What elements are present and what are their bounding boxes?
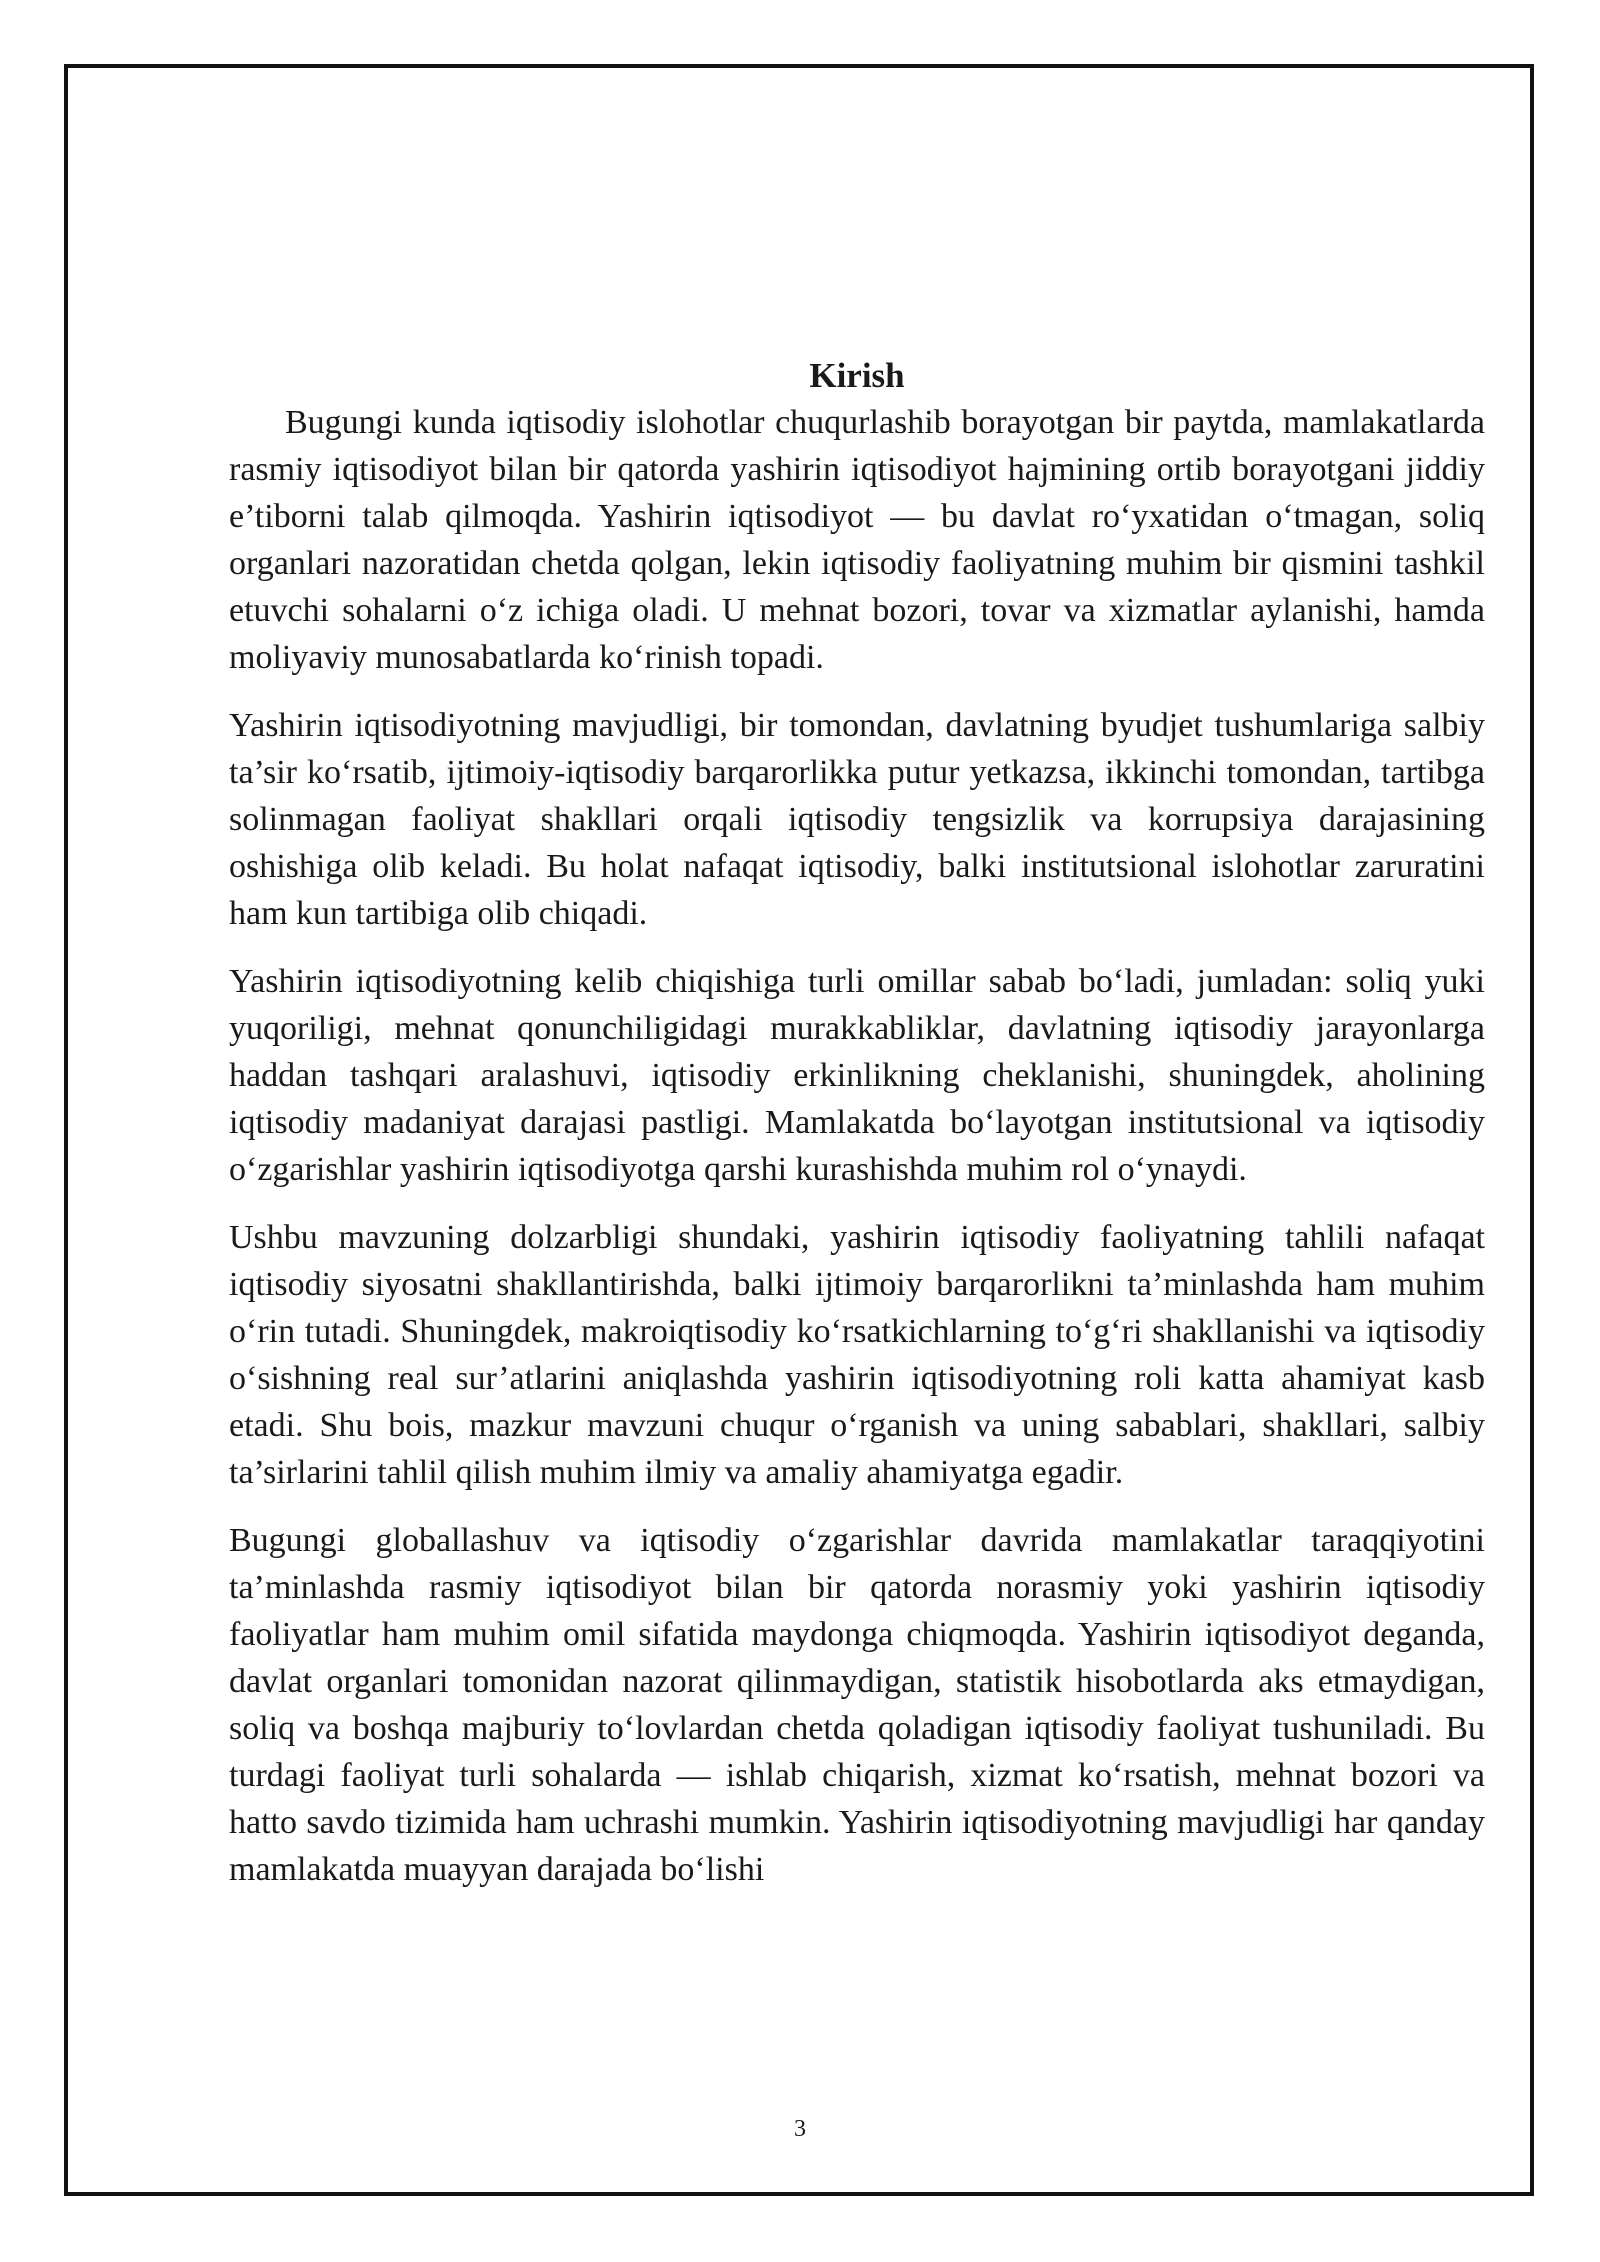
paragraph-4: Ushbu mavzuning dolzarbligi shundaki, yashirin iqtisodiy faoliyatning tahlili nafaqat iqtisodiy siyosatni shakllantirishda, balki ijtimoiy barqarorlikni ta’minlashda ham muhim o‘rin tutadi. Shuningdek, makroiqtisodiy ko‘rsatkichlarning to‘g‘ri shakllanishi va iqtisodiy o‘sishning real sur’atlarini aniqlashda yashirin iqtisodiyotning roli katta ahamiyat kasb etadi. Shu bois, mazkur mavzuni chuqur o‘rganish va uning sabablari, shakllari, salbiy ta’sirlarini tahlil qilish muhim ilmiy va amaliy ahamiyatga egadir. (229, 1219, 1485, 1491)
section-title: Kirish (809, 356, 905, 395)
paragraph-5: Bugungi globallashuv va iqtisodiy o‘zgarishlar davrida mamlakatlar taraqqiyotini ta’minlashda rasmiy iqtisodiyot bilan bir qatorda norasmiy yoki yashirin iqtisodiy faoliyatlar ham muhim omil sifatida maydonga chiqmoqda. Yashirin iqtisodiyot deganda, davlat organlari tomonidan nazorat qilinmaydigan, statistik hisobotlarda aks etmaydigan, soliq va boshqa majburiy to‘lovlardan chetda qoladigan iqtisodiy faoliyat tushuniladi. Bu turdagi faoliyat turli sohalarda — ishlab chiqarish, xizmat ko‘rsatish, mehnat bozori va hatto savdo tizimida ham uchrashi mumkin. Yashirin iqtisodiyotning mavjudligi har qanday mamlakatda muayyan darajada bo‘lishi (229, 1522, 1485, 1888)
document-body (229, 352, 1485, 1914)
paragraph-2: Yashirin iqtisodiyotning mavjudligi, bir tomondan, davlatning byudjet tushumlariga salbiy ta’sir ko‘rsatib, ijtimoiy-iqtisodiy barqarorlikka putur yetkazsa, ikkinchi tomondan, tartibga solinmagan faoliyat shakllari orqali iqtisodiy tengsizlik va korrupsiya darajasining oshishiga olib keladi. Bu holat nafaqat iqtisodiy, balki institutsional islohotlar zaruratini ham kun tartibiga olib chiqadi. (229, 707, 1485, 932)
page-number: 3 (794, 2116, 806, 2142)
paragraph-3: Yashirin iqtisodiyotning kelib chiqishiga turli omillar sabab bo‘ladi, jumladan: soliq yuki yuqoriligi, mehnat qonunchiligidagi murakkabliklar, davlatning iqtisodiy jarayonlarga haddan tashqari aralashuvi, iqtisodiy erkinlikning cheklanishi, shuningdek, aholining iqtisodiy madaniyat darajasi pastligi. Mamlakatda bo‘layotgan institutsional va iqtisodiy o‘zgarishlar yashirin iqtisodiyotga qarshi kurashishda muhim rol o‘ynaydi. (229, 963, 1485, 1188)
paragraph-1: Bugungi kunda iqtisodiy islohotlar chuqurlashib borayotgan bir paytda, mamlakatlarda rasmiy iqtisodiyot bilan bir qatorda yashirin iqtisodiyot hajmining ortib borayotgani jiddiy e’tiborni talab qilmoqda. Yashirin iqtisodiyot — bu davlat ro‘yxatidan o‘tmagan, soliq organlari nazoratidan chetda qolgan, lekin iqtisodiy faoliyatning muhim bir qismini tashkil etuvchi sohalarni o‘z ichiga oladi. U mehnat bozori, tovar va xizmatlar aylanishi, hamda moliyaviy munosabatlarda ko‘rinish topadi. (229, 404, 1485, 676)
